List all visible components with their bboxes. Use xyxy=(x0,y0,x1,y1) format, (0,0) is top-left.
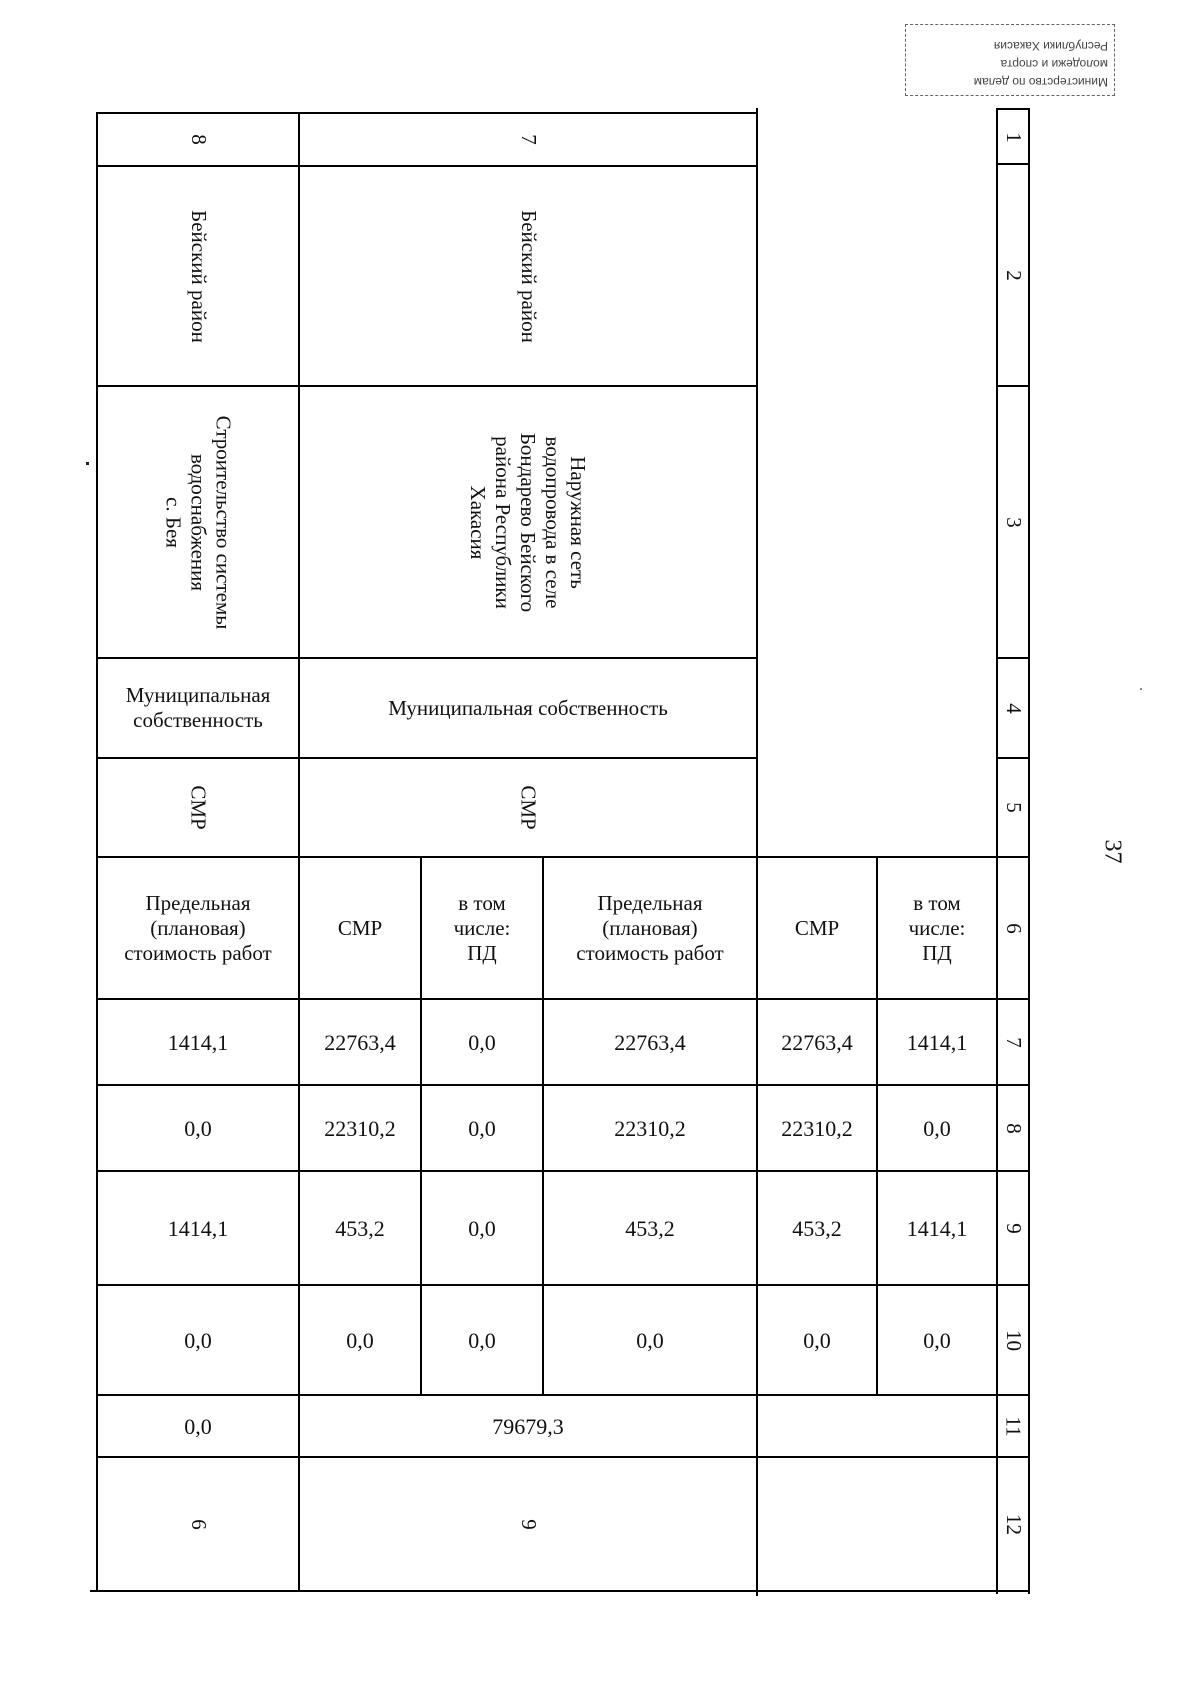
column-number: 7 xyxy=(1001,1036,1026,1048)
row-a-sub3-col10: 0,0 xyxy=(636,1327,664,1353)
row-b-col8: 0,0 xyxy=(184,1115,212,1141)
row-a-sub4-col8: 0,0 xyxy=(468,1115,496,1141)
row-a-sub5-col8: 22310,2 xyxy=(324,1115,396,1141)
row-a-sub5-col10: 0,0 xyxy=(346,1327,374,1353)
row-a-sub2-col6: СМР xyxy=(794,915,840,940)
row-a-sub3-col9: 453,2 xyxy=(625,1215,675,1241)
row-a-sub4-col10: 0,0 xyxy=(468,1327,496,1353)
row-a-sub1-col7: 1414,1 xyxy=(906,1029,968,1055)
row-a-col2: Бейский район xyxy=(516,209,541,343)
column-number: 4 xyxy=(1001,702,1026,714)
stamp-line: молодежи и спорта xyxy=(1000,57,1108,71)
stamp-line: Министерство по делам xyxy=(973,75,1108,89)
row-b-col11: 0,0 xyxy=(184,1413,212,1439)
row-a-sub2-col10: 0,0 xyxy=(803,1327,831,1353)
stamp-line: Республики Хакасия xyxy=(993,39,1108,53)
column-number: 3 xyxy=(1001,516,1026,528)
row-a-col11: 79679,3 xyxy=(492,1413,564,1439)
row-a-sub4-col6: в том числе: ПД xyxy=(453,890,511,965)
row-a-col4: Муниципальная собственность xyxy=(388,695,668,720)
row-b-col10: 0,0 xyxy=(184,1327,212,1353)
row-a-sub1-col8: 0,0 xyxy=(923,1115,951,1141)
row-a-col5: СМР xyxy=(516,785,541,830)
row-b-col12: 6 xyxy=(186,1518,211,1530)
column-number: 9 xyxy=(1001,1222,1026,1234)
row-b-col6: Предельная (плановая) стоимость работ xyxy=(124,890,272,965)
row-a-sub4-col9: 0,0 xyxy=(468,1215,496,1241)
row-b-col4: Муниципальная собственность xyxy=(125,683,271,732)
row-a-col12: 9 xyxy=(516,1518,541,1530)
row-a-sub5-col7: 22763,4 xyxy=(324,1029,396,1055)
row-b-col9: 1414,1 xyxy=(167,1215,229,1241)
row-a-sub1-col9: 1414,1 xyxy=(906,1215,968,1241)
row-a-sub1-col10: 0,0 xyxy=(923,1327,951,1353)
row-a-col1: 7 xyxy=(516,134,541,145)
row-a-sub5-col6: СМР xyxy=(337,915,383,940)
row-a-sub2-col7: 22763,4 xyxy=(781,1029,853,1055)
column-number: 12 xyxy=(1001,1513,1026,1535)
row-a-sub4-col7: 0,0 xyxy=(468,1029,496,1055)
column-number: 1 xyxy=(1001,132,1026,143)
row-a-sub1-col6: в том числе: ПД xyxy=(908,890,966,965)
column-number: 10 xyxy=(1001,1329,1026,1351)
row-a-sub3-col8: 22310,2 xyxy=(614,1115,686,1141)
row-a-sub5-col9: 453,2 xyxy=(335,1215,385,1241)
column-number: 8 xyxy=(1001,1122,1026,1134)
row-a-sub2-col8: 22310,2 xyxy=(781,1115,853,1141)
row-b-col7: 1414,1 xyxy=(167,1029,229,1055)
column-number: 5 xyxy=(1001,802,1026,813)
page-number: 37 xyxy=(1099,839,1126,864)
column-number: 6 xyxy=(1001,922,1026,934)
row-b-col5: СМР xyxy=(186,785,211,830)
row-a-sub3-col6: Предельная (плановая) стоимость работ xyxy=(576,890,724,965)
row-b-col3: Строительство системы водоснабжения с. Бея xyxy=(161,415,236,629)
row-a-sub2-col9: 453,2 xyxy=(792,1215,842,1241)
row-a-col3: Наружная сеть водопровода в селе Бондарево Бейского района Республики Хакасия xyxy=(466,432,591,612)
row-b-col2: Бейский район xyxy=(186,209,211,343)
row-b-col1: 8 xyxy=(186,134,211,145)
column-number: 2 xyxy=(1001,269,1026,281)
row-a-sub3-col7: 22763,4 xyxy=(614,1029,686,1055)
column-number: 11 xyxy=(1001,1415,1026,1437)
